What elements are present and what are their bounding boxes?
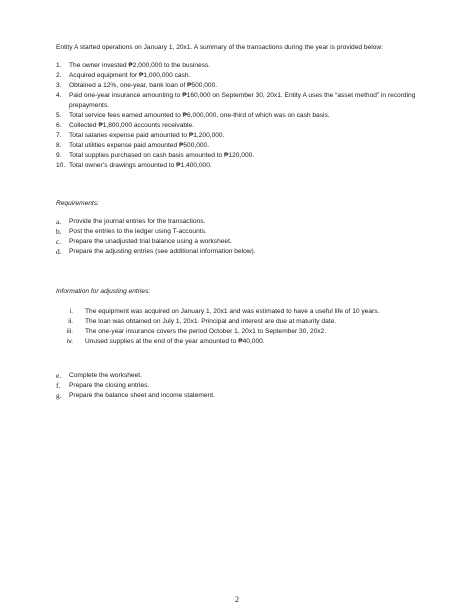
item-letter: d. — [56, 247, 62, 256]
list-item — [56, 71, 428, 81]
list-item — [56, 81, 428, 91]
document-body — [56, 43, 428, 401]
item-number: 9. — [56, 152, 62, 159]
more-requirements-list — [56, 371, 428, 401]
item-text: Total supplies purchased on cash basis amounted to ₱120,000. — [69, 152, 255, 159]
item-number: 6. — [56, 122, 62, 129]
item-text: Post the entries to the ledger using T-accounts. — [69, 228, 207, 235]
list-item — [56, 391, 428, 401]
item-number: iv. — [66, 338, 73, 345]
list-item — [56, 307, 428, 317]
list-item — [56, 131, 428, 141]
list-item — [56, 317, 428, 327]
item-text: Total salaries expense paid amounted to ₱1,200,000. — [69, 132, 225, 139]
item-number: ii. — [68, 318, 73, 325]
item-number: 1. — [56, 62, 62, 69]
item-text: Acquired equipment for ₱1,000,000 cash. — [69, 72, 191, 79]
list-item — [56, 371, 428, 381]
item-number: i. — [69, 308, 73, 315]
item-text: Total owner’s drawings amounted to ₱1,400,000. — [69, 162, 212, 169]
list-item — [56, 91, 428, 111]
list-item — [56, 327, 428, 337]
item-text: Prepare the closing entries. — [69, 382, 150, 389]
list-item — [56, 151, 428, 161]
list-item — [56, 247, 428, 257]
item-letter: g. — [56, 391, 62, 400]
adjusting-list — [56, 307, 428, 347]
list-item — [56, 61, 428, 71]
item-text: Prepare the balance sheet and income statement. — [69, 392, 215, 399]
item-number: 10. — [56, 162, 66, 169]
item-letter: f. — [56, 381, 61, 390]
list-item — [56, 237, 428, 247]
list-item — [56, 161, 428, 171]
item-letter: a. — [56, 217, 62, 226]
list-item — [56, 111, 428, 121]
list-item — [56, 121, 428, 131]
item-text: Collected ₱1,800,000 accounts receivable. — [69, 122, 194, 129]
item-text: The owner invested ₱2,000,000 to the business. — [69, 62, 211, 69]
transactions-list — [56, 61, 428, 171]
item-text: The one-year insurance covers the period October 1, 20x1 to September 30, 20x2. — [85, 328, 327, 335]
item-number: 4. — [56, 92, 62, 99]
item-text: Complete the worksheet. — [69, 372, 142, 379]
item-letter: c. — [56, 237, 62, 246]
item-number: iii. — [66, 328, 73, 335]
item-text: Unused supplies at the end of the year amounted to ₱40,000. — [85, 338, 265, 345]
requirements-heading: Requirements: — [56, 200, 99, 207]
item-text: The loan was obtained on July 1, 20x1. Principal and interest are due at maturity date. — [85, 318, 337, 325]
intro-paragraph: Entity A started operations on January 1, 20x1. A summary of the transactions during the year is provided below: — [56, 44, 383, 51]
item-text: Paid one-year insurance amounting to ₱160,000 on September 30, 20x1. Entity A uses the “asset method” in recording prepayments. — [69, 92, 416, 109]
list-item — [56, 217, 428, 227]
requirements-list — [56, 217, 428, 257]
list-item — [56, 337, 428, 347]
page-number: 2 — [235, 595, 239, 604]
list-item — [56, 227, 428, 237]
item-number: 3. — [56, 82, 62, 89]
item-number: 2. — [56, 72, 62, 79]
item-text: Total utilities expense paid amounted ₱500,000. — [69, 142, 210, 149]
item-text: Provide the journal entries for the transactions. — [69, 218, 206, 225]
item-text: The equipment was acquired on January 1, 20x1 and was estimated to have a useful life of 10 years. — [85, 308, 380, 315]
item-text: Prepare the unadjusted trial balance using a worksheet. — [69, 238, 232, 245]
item-number: 5. — [56, 112, 62, 119]
list-item — [56, 141, 428, 151]
adjusting-heading: Information for adjusting entries: — [56, 288, 151, 295]
item-text: Total service fees earned amounted to ₱6,000,000, one-third of which was on cash basis. — [69, 112, 330, 119]
item-number: 7. — [56, 132, 62, 139]
item-number: 8. — [56, 142, 62, 149]
list-item — [56, 381, 428, 391]
item-letter: b. — [56, 227, 62, 236]
item-letter: e. — [56, 371, 62, 380]
item-text: Prepare the adjusting entries (see additional information below). — [69, 248, 256, 255]
item-text: Obtained a 12%, one-year, bank loan of ₱500,000. — [69, 82, 218, 89]
